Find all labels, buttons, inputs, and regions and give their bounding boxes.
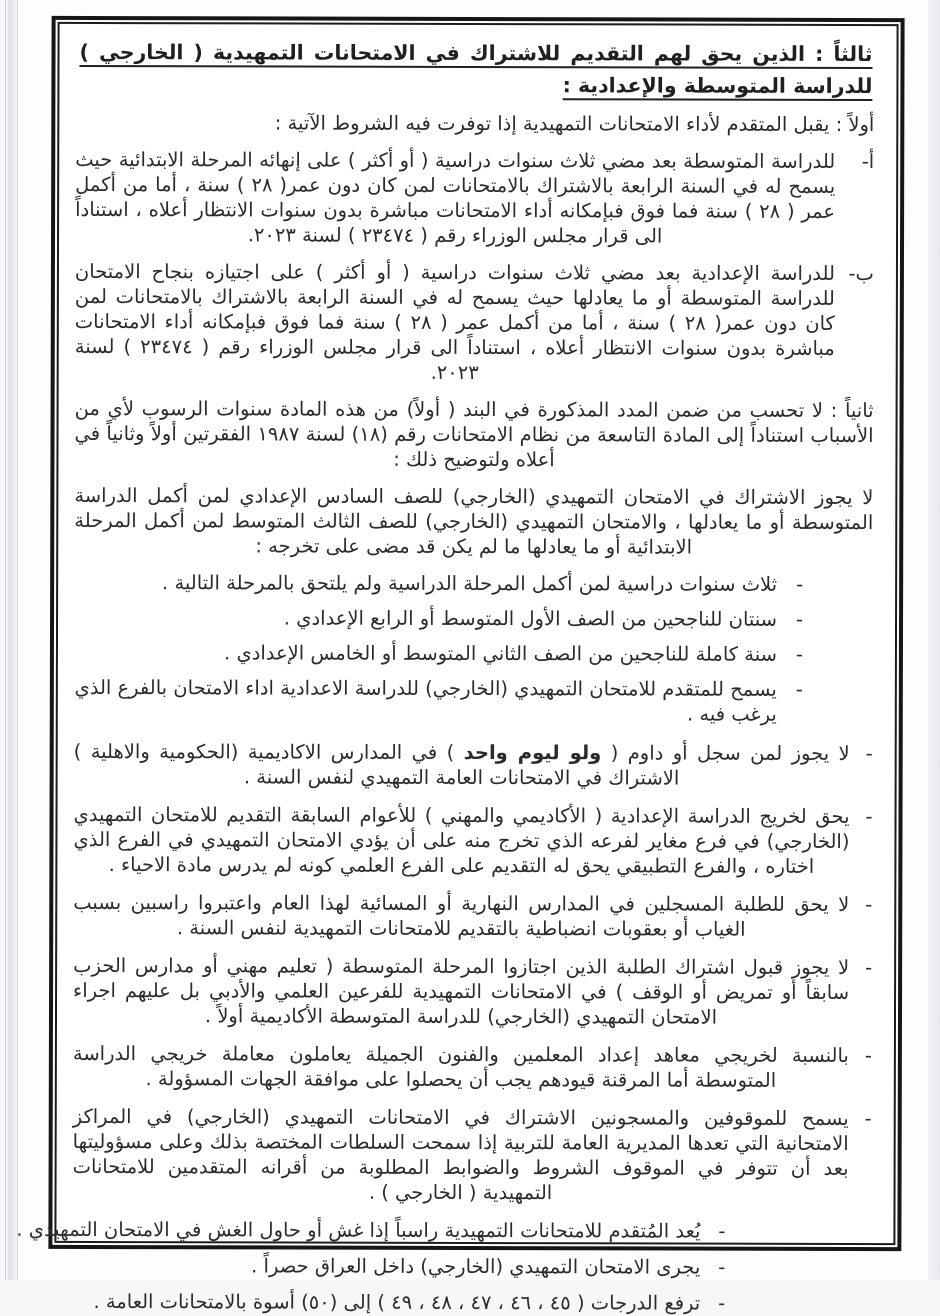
second-clause: ثانياً : لا تحسب من ضمن المدد المذكورة في البند ( أولاً) من هذه المادة سنوات الرسوب لأي من الأسباب استناداً إلى المادة التاسعة من نظام الامتحانات رقم (١٨) لسنة ١٩٨٧ الفقرتين أولاً وثانياً في أعلاه ولتوضيح ذلك : [74,396,874,472]
dash-bullet-icon: - [864,1044,872,1068]
dash-bullet-icon: - [865,805,873,829]
item-a-text: للدراسة المتوسطة بعد مضي ثلاث سنوات دراسية ( أو أكثر ) على إنهائه المرحلة الابتدائية حيث يسمح له في السنة الرابعة بالاشتراك بالامتحانات لمن كان دون عمر( ٢٨ ) سنة ، أما من أكمل عمر ( ٢٨ ) سنة فما فوق فبإمكانه أداء الامتحانات مباشرة بدون سنوات الانتظار أعلاه ، استناداً الى قرار مجلس الوزراء رقم ( ٢٣٤٧٤ ) لسنة ٢٠٢٣. [75,147,836,248]
rule-bullet-1-text [74,739,850,791]
lettered-item-b [75,259,874,386]
period-bullet-3-text: سنة كاملة للناجحين من الصف الثاني المتوسط أو الخامس الإعدادي . [224,641,777,666]
final-bullet-3-text: ترفع الدرجات ( ٤٥ ، ٤٦ ، ٤٧ ، ٤٨ ، ٤٩ ) إلى (٥٠) أسوة بالامتحانات العامة . [93,1289,701,1315]
rule-bullet-5 [73,1041,872,1093]
rule-bullet-6 [73,1104,872,1206]
intro-clause: أولاً : يقبل المتقدم لأداء الامتحانات التمهيدية إذا توفرت فيه الشروط الآتية : [274,111,875,137]
rule-bullet-3-text: لا يحق للطلبة المسجلين في المدارس النهارية أو المسائية لهذا العام واعتبروا راسبين بسبب الغياب أو بعقوبات انضباطية بالتقديم للامتحانات التمهيدية لنفس السنة . [73,890,850,941]
period-bullet-4 [74,675,803,727]
dash-bullet-icon: - [795,607,804,631]
rule-bullet-list [73,739,873,1206]
item-a-marker: أ- [861,150,875,174]
rule-bullet-6-text: يسمح للموقوفين والمسجونين الاشتراك في الامتحانات التمهيدي (الخارجي) في المراكز الامتحانية التي تعدها المديرية العامة للتربية إذا سمحت السلطات المختصة بذلك وعلى مسؤوليتها بعد أن تتوفر في الموقوف الشروط والضوابط المطلوبة من أقرانه المتقدمين للامتحانات التمهيدية ( الخارجي ) . [72,1104,849,1205]
rule-bullet-2 [73,802,872,879]
period-bullet-3 [74,640,803,667]
final-bullet-2-text: يجرى الامتحان التمهيدي (الخارجي) داخل العراق حصراً . [251,1254,701,1279]
dash-bullet-icon: - [718,1255,726,1279]
final-bullet-2 [72,1253,725,1280]
dash-bullet-icon: - [865,956,873,980]
rule-1-bold: ولو ليوم واحد [463,740,602,765]
rule-bullet-5-text: بالنسبة لخريجي معاهد إعداد المعلمين والفنون الجميلة يعاملون معاملة خريجي الدراسة المتوسطة أما المرقنة قيودهم يجب أن يحصلوا على موافقة الجهات المسؤولة . [72,1041,849,1092]
dash-bullet-icon: - [865,893,873,917]
item-b-text: للدراسة الإعدادية بعد مضي ثلاث سنوات دراسية ( أو أكثر ) على اجتيازه بنجاح الامتحان للدراسة المتوسطة أو ما يعادلها حيث يسمح له في السنة الرابعة بالاشتراك بالامتحانات لمن كان دون عمر( ٢٨ ) سنة ، أما من أكمل عمر ( ٢٨ ) سنة فما فوق فبإمكانه أداء الامتحانات مباشرة بدون سنوات الانتظار أعلاه ، استناداً الى قرار مجلس الوزراء رقم ( ٢٣٤٧٤ ) لسنة ٢٠٢٣. [74,259,835,385]
dash-bullet-icon: - [718,1219,726,1243]
dash-bullet-icon: - [864,1107,872,1131]
period-bullet-1 [74,570,803,597]
dash-bullet-icon: - [796,572,804,596]
period-bullet-2 [74,605,803,632]
period-bullet-1-text: ثلاث سنوات دراسية لمن أكمل المرحلة الدراسية ولم يلتحق بالمرحلة التالية . [162,571,778,596]
rule-bullet-2-text: يحق لخريج الدراسة الإعدادية ( الأكاديمي والمهني ) للأعوام السابقة التقديم للامتحان التمهيدي (الخارجي) في فرع مغاير لفرعه الذي تخرج منه على أن يؤدي الامتحان التمهيدي في الفرع الذي اختاره ، والفرع التطبيقي يحق له التقديم على الفرع العلمي كونه لم يدرس مادة الاحياء . [73,802,850,878]
scan-page-edge-right [926,0,940,1280]
rule-1-post: ) في المدارس الاكاديمية (الحكومية والاهلية ) الاشتراك في الامتحانات العامة التمهيدي لنفس السنة . [73,739,680,790]
item-b-marker: ب- [848,261,874,286]
rule-bullet-3 [73,890,872,942]
dash-bullet-icon: - [718,1291,726,1315]
rule-bullet-1 [74,739,873,791]
dash-bullet-icon: - [795,677,803,701]
clarification-paragraph: لا يجوز الاشتراك في الامتحان التمهيدي (الخارجي) للصف السادس الإعدادي لمن أكمل الدراسة المتوسطة أو ما يعادلها ، والامتحان التمهيدي (الخارجي) للصف الثالث المتوسط لمن أكمل المرحلة الابتدائية أو ما يعادلها ما لم يكن قد مضى على تخرجه : [74,483,874,559]
lettered-item-a [75,147,874,249]
rule-1-pre: لا يجوز لمن سجل أو داوم ( [601,741,850,765]
document-frame-inner [16,22,898,1315]
rule-bullet-4 [73,953,872,1030]
document-frame [16,16,904,1315]
dash-bullet-icon: - [795,642,803,666]
final-bullet-1-text: يُعد المُتقدم للامتحانات التمهيدية راسباً إذا غش أو حاول الغش في الامتحان التمهيدي . [16,1217,701,1243]
final-bullet-3 [72,1289,725,1316]
dash-bullet-icon: - [865,742,873,766]
scan-page-edge-left [5,0,18,1280]
rule-bullet-4-text: لا يجوز قبول اشتراك الطلبة الذين اجتازوا المرحلة المتوسطة ( تعليم مهني أو مدارس الحزب سابقاً أو تمريض أو الوقف ) في الامتحانات التمهيدية للفرعين العلمي والأدبي بل عليهم اجراء الامتحان التمهيدي (الخارجي) للدراسة المتوسطة الأكاديمية أولاً . [73,953,850,1029]
period-bullet-list [74,570,803,727]
period-bullet-2-text: سنتان للناجحين من الصف الأول المتوسط أو الرابع الإعدادي . [283,606,778,631]
final-bullet-1 [16,1217,726,1244]
final-bullet-list [16,1217,726,1316]
section-title: ثالثاً : الذين يحق لهم التقديم للاشتراك في الامتحانات التمهيدية ( الخارجي ) للدراسة المتوسطة والإعدادية : [79,39,873,99]
period-bullet-4-text: يسمح للمتقدم للامتحان التمهيدي (الخارجي) للدراسة الاعدادية اداء الامتحان بالفرع الذي يرغب فيه . [74,675,777,726]
